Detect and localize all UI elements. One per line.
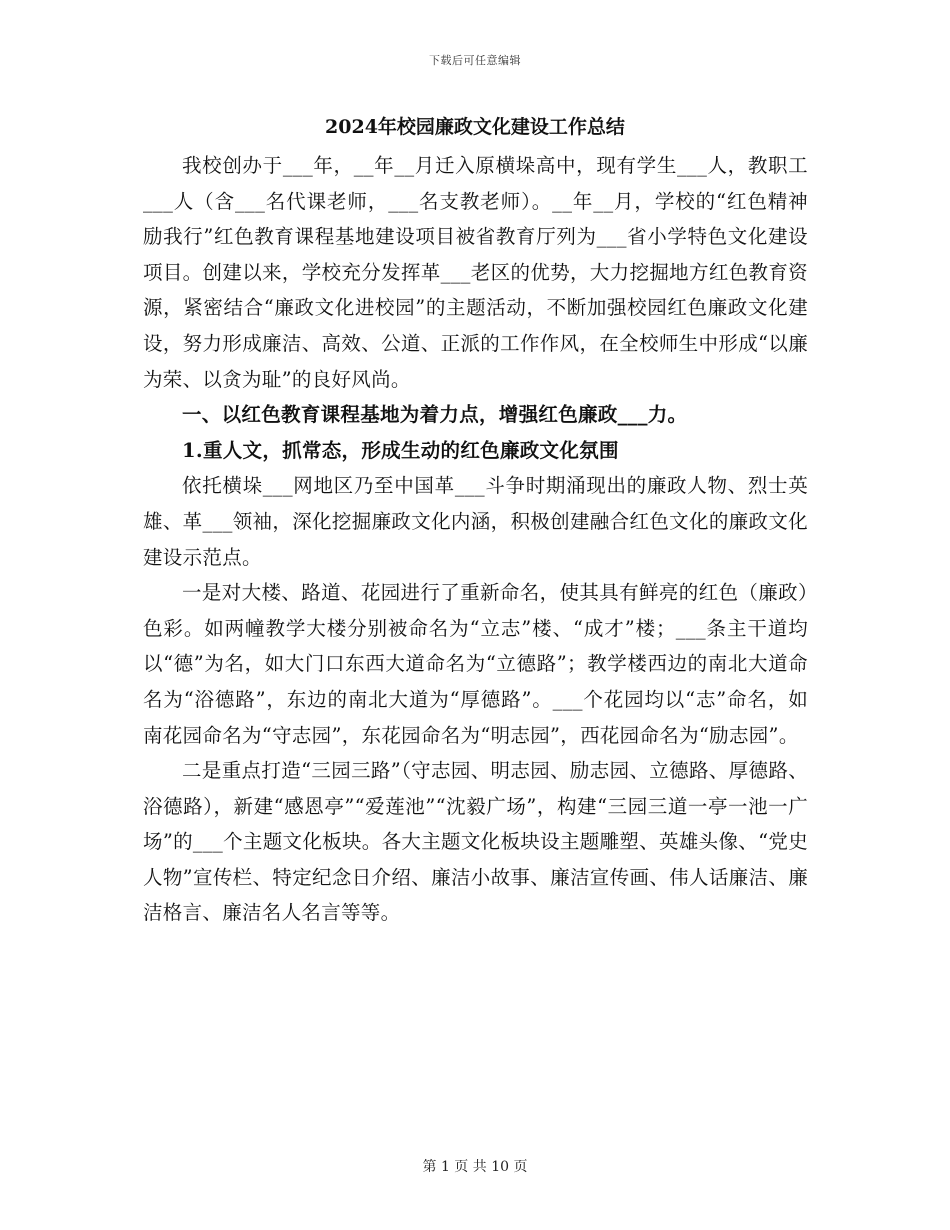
body-paragraph-2: 一是对大楼、路道、花园进行了重新命名，使其具有鲜亮的红色（廉政）色彩。如两幢教学大楼分别被命名为“立志”楼、“成才”楼；___条主干道均以“德”为名，如大门口东西大道命名为“立德路”；教学楼西边的南北大道命名为“浴德路”，东边的南北大道为“厚德路”。___个花园均以“志”命名，如南花园命名为“守志园”，东花园命名为“明志园”，西花园命名为“励志园”。 — [143, 581, 808, 747]
document-body — [143, 148, 808, 931]
subsection-heading-1: 1.重人文，抓常态，形成生动的红色廉政文化氛围 — [182, 438, 619, 462]
body-paragraph-1: 依托横垛___网地区乃至中国革___斗争时期涌现出的廉政人物、烈士英雄、革___领袖，深化挖掘廉政文化内涵，积极创建融合红色文化的廉政文化建设示范点。 — [143, 474, 808, 569]
intro-paragraph: 我校创办于___年，__年__月迁入原横垛高中，现有学生___人，教职工___人（含___名代课老师，___名支教老师）。__年__月，学校的“红色精神励我行”红色教育课程基地建设项目被省教育厅列为___省小学特色文化建设项目。创建以来，学校充分发挥革___老区的优势，大力挖掘地方红色教育资源，紧密结合“廉政文化进校园”的主题活动，不断加强校园红色廉政文化建设，努力形成廉洁、高效、公道、正派的工作作风，在全校师生中形成“以廉为荣、以贪为耻”的良好风尚。 — [143, 154, 808, 391]
body-paragraph-3: 二是重点打造“三园三路”（守志园、明志园、励志园、立德路、厚德路、浴德路），新建“感恩亭”“爱莲池”“沈毅广场”，构建“三园三道一亭一池一广场”的___个主题文化板块。各大主题文化板块设主题雕塑、英雄头像、“党史人物”宣传栏、特定纪念日介绍、廉洁小故事、廉洁宣传画、伟人话廉洁、廉洁格言、廉洁名人名言等等。 — [143, 759, 808, 925]
document-title: 2024年校园廉政文化建设工作总结 — [325, 116, 625, 138]
header-note: 下载后可任意编辑 — [429, 54, 521, 67]
page-footer: 第 1 页 共 10 页 — [422, 1159, 528, 1175]
section-heading-1: 一、以红色教育课程基地为着力点，增强红色廉政___力。 — [182, 403, 688, 427]
